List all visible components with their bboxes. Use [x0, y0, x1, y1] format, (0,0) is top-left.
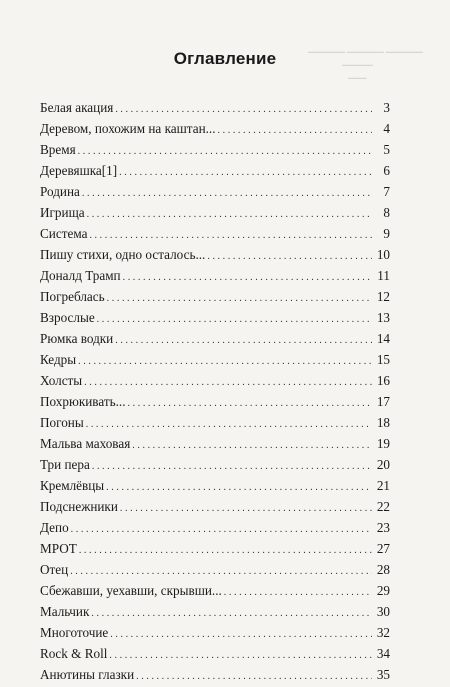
toc-entry-page-number: 10: [376, 247, 390, 262]
dot-leader: [115, 330, 372, 351]
toc-entry-title: Сбежавши, уехавши, скрывши...: [40, 583, 222, 598]
toc-entry-page-number: 11: [377, 268, 390, 283]
toc-entry: [40, 391, 390, 412]
toc-entry: [40, 559, 390, 580]
toc-entry: [40, 244, 390, 265]
toc-entry-page-number: 7: [383, 184, 390, 199]
toc-entry: [40, 433, 390, 454]
toc-entry: [40, 265, 390, 286]
toc-entry-page-number: 32: [376, 625, 390, 640]
toc-entry: [40, 223, 390, 244]
toc-entry-page-number: 9: [383, 226, 390, 241]
toc-entry-page-number: 6: [383, 163, 390, 178]
toc-entry: [40, 538, 390, 559]
toc-entry-title: Пишу стихи, одно осталось...: [40, 247, 206, 262]
toc-entry: [40, 328, 390, 349]
dot-leader: [120, 498, 372, 519]
dot-leader: [79, 540, 372, 561]
dot-leader: [70, 561, 372, 582]
toc-entry-title: Деревом, похожим на каштан...: [40, 121, 216, 136]
toc-entry-page-number: 12: [376, 289, 390, 304]
page-title: Оглавление: [173, 49, 277, 69]
toc-entry: [40, 181, 390, 202]
toc-entry-title: Холсты: [40, 373, 83, 388]
toc-entry-page-number: 17: [376, 394, 390, 409]
dot-leader: [110, 624, 372, 645]
dot-leader: [106, 477, 372, 498]
toc-entry-title: Кремлёвцы: [40, 478, 105, 493]
toc-entry-title: Деревяшка[1]: [40, 163, 118, 178]
toc-entry-page-number: 3: [383, 100, 390, 115]
toc-entry-title: Доналд Трамп: [40, 268, 121, 283]
dot-leader: [71, 519, 372, 540]
toc-entry-title: Rock & Roll: [40, 646, 108, 661]
toc-entry-title: Многоточие: [40, 625, 109, 640]
toc-entry-title: Время: [40, 142, 76, 157]
toc-entry: [40, 475, 390, 496]
toc-entry-title: Отец: [40, 562, 69, 577]
toc-entry-title: Игрища: [40, 205, 85, 220]
toc-entry-page-number: 34: [376, 646, 390, 661]
dot-leader: [78, 351, 372, 372]
bleed-through-text: ▁▁▁▁▁▁ ▁▁▁▁▁▁ ▁▁▁▁▁▁ ▁▁▁▁▁ ▁▁▁: [308, 44, 423, 79]
dot-leader: [84, 372, 372, 393]
toc-entry: [40, 622, 390, 643]
toc-entry-page-number: 16: [376, 373, 390, 388]
toc-entry-page-number: 23: [376, 520, 390, 535]
toc-entry-title: Система: [40, 226, 88, 241]
toc-entry-title: Взрослые: [40, 310, 95, 325]
toc-entry-title: Белая акация: [40, 100, 114, 115]
dot-leader: [109, 645, 372, 666]
toc-entry-title: Мальва маховая: [40, 436, 131, 451]
toc-entry-page-number: 13: [376, 310, 390, 325]
toc-entry-title: Погреблась: [40, 289, 105, 304]
dot-leader: [91, 603, 372, 624]
dot-leader: [107, 288, 372, 309]
toc-entry: [40, 496, 390, 517]
toc-entry: [40, 643, 390, 664]
toc-entry: [40, 202, 390, 223]
dot-leader: [78, 141, 372, 162]
dot-leader: [92, 456, 372, 477]
toc-entry-page-number: 22: [376, 499, 390, 514]
toc-entry-page-number: 21: [376, 478, 390, 493]
toc-entry-page-number: 4: [383, 121, 390, 136]
toc-entry-page-number: 30: [376, 604, 390, 619]
toc-entry: [40, 97, 390, 118]
toc-entry-title: Подснежники: [40, 499, 118, 514]
toc-entry-page-number: 27: [376, 541, 390, 556]
toc-entry: [40, 412, 390, 433]
toc-entry: [40, 370, 390, 391]
toc-entry-title: Похрюкивать...: [40, 394, 126, 409]
table-of-contents: [40, 97, 390, 685]
dot-leader: [82, 183, 372, 204]
dot-leader: [123, 267, 372, 288]
dot-leader: [224, 582, 372, 603]
toc-entry: [40, 139, 390, 160]
dot-leader: [136, 666, 372, 687]
toc-entry-title: Родина: [40, 184, 80, 199]
dot-leader: [97, 309, 372, 330]
toc-entry-page-number: 29: [376, 583, 390, 598]
toc-entry-page-number: 35: [376, 667, 390, 682]
toc-entry: [40, 160, 390, 181]
toc-entry-page-number: 8: [383, 205, 390, 220]
dot-leader: [87, 204, 372, 225]
toc-entry: [40, 349, 390, 370]
dot-leader: [115, 99, 372, 120]
toc-entry-title: Три пера: [40, 457, 90, 472]
dot-leader: [86, 414, 372, 435]
toc-entry-title: Анютины глазки: [40, 667, 135, 682]
toc-entry-page-number: 18: [376, 415, 390, 430]
dot-leader: [207, 246, 372, 267]
toc-entry-page-number: 28: [376, 562, 390, 577]
toc-entry: [40, 601, 390, 622]
toc-entry-page-number: 20: [376, 457, 390, 472]
toc-entry: [40, 118, 390, 139]
dot-leader: [218, 120, 372, 141]
toc-entry-title: МРОТ: [40, 541, 77, 556]
toc-entry: [40, 580, 390, 601]
dot-leader: [119, 162, 372, 183]
toc-entry: [40, 664, 390, 685]
toc-entry-page-number: 14: [376, 331, 390, 346]
toc-entry-title: Депо: [40, 520, 69, 535]
toc-entry: [40, 307, 390, 328]
toc-entry-title: Рюмка водки: [40, 331, 114, 346]
toc-entry-page-number: 5: [383, 142, 390, 157]
toc-entry-title: Погоны: [40, 415, 84, 430]
toc-entry-title: Мальчик: [40, 604, 90, 619]
toc-entry: [40, 286, 390, 307]
toc-entry-title: Кедры: [40, 352, 77, 367]
toc-entry-page-number: 15: [376, 352, 390, 367]
dot-leader: [128, 393, 372, 414]
toc-entry-page-number: 19: [376, 436, 390, 451]
dot-leader: [132, 435, 372, 456]
toc-entry: [40, 454, 390, 475]
toc-entry: [40, 517, 390, 538]
dot-leader: [89, 225, 372, 246]
